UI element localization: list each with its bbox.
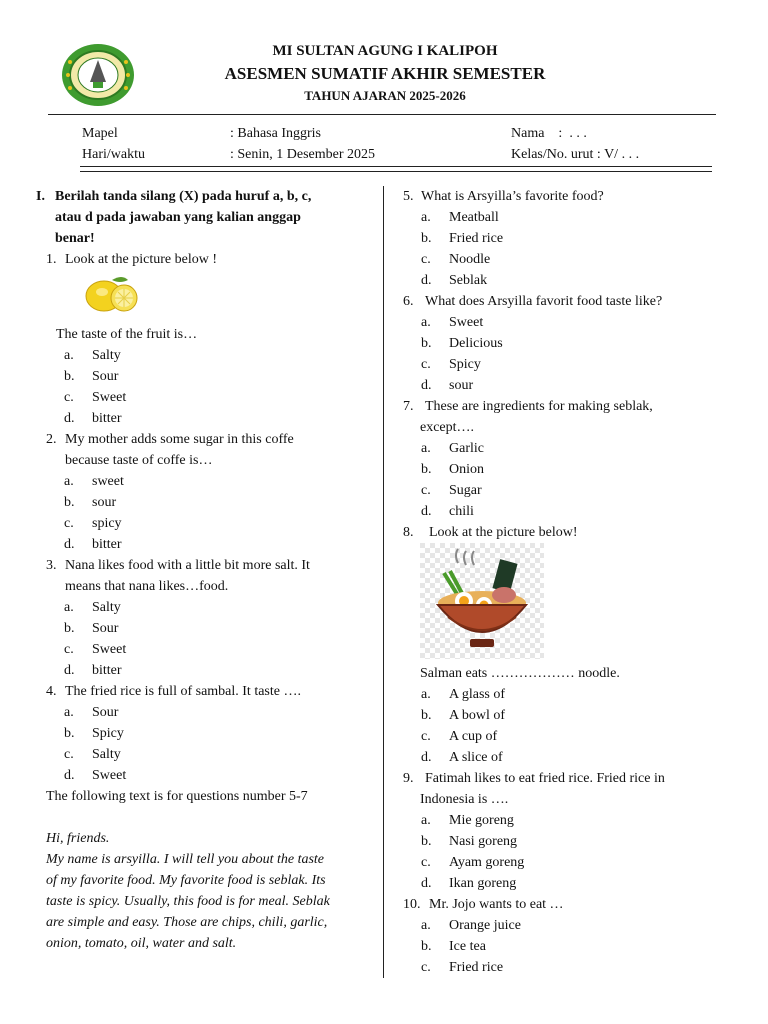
question-6	[403, 291, 753, 396]
option-letter: c.	[421, 729, 431, 744]
option-text: Delicious	[449, 336, 503, 351]
option-letter: b.	[64, 621, 75, 636]
question-text: Look at the picture below!	[429, 525, 578, 540]
question-5	[403, 186, 753, 291]
right-column	[403, 186, 753, 978]
option-letter: c.	[421, 357, 431, 372]
option-letter: d.	[64, 411, 75, 426]
option-letter: d.	[64, 663, 75, 678]
left-column	[36, 186, 376, 954]
option-letter: a.	[64, 474, 74, 489]
option-text: Sweet	[92, 642, 127, 657]
question-number: 5.	[403, 189, 414, 204]
question-text: Fatimah likes to eat fried rice. Fried rice in	[425, 771, 665, 786]
option-text: Sour	[92, 705, 119, 720]
option-text: Seblak	[449, 273, 488, 288]
question-number: 4.	[46, 684, 57, 699]
question-8	[403, 522, 753, 768]
option-text: Nasi goreng	[449, 834, 518, 849]
passage-line: taste is spicy. Usually, this food is for meal. Seblak	[46, 894, 330, 909]
option-letter: b.	[421, 336, 432, 351]
question-text: The fried rice is full of sambal. It taste ….	[65, 684, 301, 699]
option-text: Spicy	[449, 357, 481, 372]
option-letter: a.	[421, 918, 431, 933]
instruction-line: benar!	[55, 231, 95, 246]
question-text: What does Arsyilla favorit food taste like?	[425, 294, 663, 309]
option-text: bitter	[92, 663, 122, 678]
nama-field: Nama : . . .	[511, 126, 587, 141]
option-letter: d.	[421, 273, 432, 288]
option-text: Ice tea	[449, 939, 486, 954]
question-text: These are ingredients for making seblak,	[425, 399, 653, 414]
option-letter: b.	[421, 939, 432, 954]
noodle-bowl-image	[403, 543, 753, 663]
option-letter: d.	[421, 378, 432, 393]
question-text: Salman eats ……………… noodle.	[420, 666, 620, 681]
option-text: Sweet	[92, 390, 127, 405]
option-letter: b.	[64, 495, 75, 510]
question-4	[36, 681, 376, 786]
passage-intro: The following text is for questions number 5-7	[46, 789, 308, 804]
question-text: Indonesia is ….	[420, 792, 509, 807]
option-letter: c.	[421, 960, 431, 975]
option-letter: d.	[421, 504, 432, 519]
hari-label: Hari/waktu	[82, 147, 145, 162]
option-text: bitter	[92, 537, 122, 552]
option-letter: a.	[64, 705, 74, 720]
option-letter: d.	[421, 750, 432, 765]
option-text: Salty	[92, 348, 121, 363]
option-text: Fried rice	[449, 231, 504, 246]
question-text: My mother adds some sugar in this coffe	[65, 432, 294, 447]
question-number: 2.	[46, 432, 57, 447]
option-letter: c.	[64, 516, 74, 531]
option-text: Onion	[449, 462, 484, 477]
option-text: A glass of	[449, 687, 505, 702]
option-text: Sweet	[92, 768, 127, 783]
question-10	[403, 894, 753, 978]
option-text: Salty	[92, 600, 121, 615]
option-text: chili	[449, 504, 474, 519]
option-text: A cup of	[449, 729, 498, 744]
option-letter: d.	[421, 876, 432, 891]
option-text: Mie goreng	[449, 813, 514, 828]
option-text: Orange juice	[449, 918, 521, 933]
option-letter: a.	[421, 441, 431, 456]
option-letter: b.	[421, 834, 432, 849]
header-divider	[48, 114, 716, 115]
question-number: 9.	[403, 771, 414, 786]
passage-line: onion, tomato, oil, water and salt.	[46, 936, 237, 951]
question-2	[36, 429, 376, 555]
question-3	[36, 555, 376, 681]
question-text: Mr. Jojo wants to eat …	[429, 897, 564, 912]
passage-line: My name is arsyilla. I will tell you about the taste	[46, 852, 325, 867]
column-divider	[383, 186, 384, 978]
option-letter: c.	[421, 855, 431, 870]
school-logo	[60, 42, 136, 108]
question-text: Nana likes food with a little bit more salt. It	[65, 558, 310, 573]
option-text: Sugar	[449, 483, 482, 498]
question-number: 8.	[403, 525, 414, 540]
option-letter: a.	[64, 348, 74, 363]
option-letter: d.	[64, 768, 75, 783]
option-letter: b.	[64, 726, 75, 741]
question-number: 7.	[403, 399, 414, 414]
option-text: Ayam goreng	[449, 855, 525, 870]
option-letter: c.	[64, 747, 74, 762]
mapel-value: : Bahasa Inggris	[230, 126, 321, 141]
question-text: Look at the picture below !	[65, 252, 218, 267]
section-numeral: I.	[36, 189, 45, 204]
question-text: means that nana likes…food.	[65, 579, 229, 594]
option-text: Sour	[92, 369, 119, 384]
option-letter: a.	[421, 210, 431, 225]
exam-title: ASESMEN SUMATIF AKHIR SEMESTER	[224, 64, 546, 83]
question-9	[403, 768, 753, 894]
question-text: because taste of coffe is…	[65, 453, 213, 468]
option-text: Salty	[92, 747, 121, 762]
option-text: spicy	[92, 516, 122, 531]
passage-line: are simple and easy. Those are chips, chili, garlic,	[46, 915, 328, 930]
question-1	[36, 249, 376, 429]
question-number: 3.	[46, 558, 57, 573]
option-text: A slice of	[449, 750, 503, 765]
option-text: Noodle	[449, 252, 491, 267]
passage-line: of my favorite food. My favorite food is seblak. Its	[46, 873, 326, 888]
option-letter: c.	[64, 390, 74, 405]
reading-passage	[36, 786, 376, 954]
school-name: MI SULTAN AGUNG I KALIPOH	[272, 43, 498, 59]
option-letter: a.	[421, 687, 431, 702]
option-text: Sour	[92, 621, 119, 636]
option-text: sweet	[92, 474, 124, 489]
hari-value: : Senin, 1 Desember 2025	[230, 147, 376, 162]
option-text: bitter	[92, 411, 122, 426]
option-text: sour	[92, 495, 117, 510]
question-text: What is Arsyilla’s favorite food?	[421, 189, 604, 204]
option-letter: a.	[421, 813, 431, 828]
info-divider	[80, 166, 712, 172]
passage-line: Hi, friends.	[46, 831, 110, 846]
option-letter: b.	[421, 231, 432, 246]
option-letter: d.	[64, 537, 75, 552]
option-letter: a.	[421, 315, 431, 330]
option-letter: c.	[64, 642, 74, 657]
question-number: 1.	[46, 252, 57, 267]
question-number: 6.	[403, 294, 414, 309]
question-number: 10.	[403, 897, 421, 912]
question-7	[403, 396, 753, 522]
option-letter: b.	[64, 369, 75, 384]
option-text: Fried rice	[449, 960, 504, 975]
option-letter: c.	[421, 483, 431, 498]
option-text: Spicy	[92, 726, 124, 741]
academic-year: TAHUN AJARAN 2025-2026	[304, 88, 466, 103]
option-letter: b.	[421, 708, 432, 723]
question-text: The taste of the fruit is…	[56, 327, 198, 342]
instruction-line: Berilah tanda silang (X) pada huruf a, b, c,	[55, 189, 312, 204]
option-text: A bowl of	[449, 708, 505, 723]
kelas-field: Kelas/No. urut : V/ . . .	[511, 147, 640, 162]
option-letter: a.	[64, 600, 74, 615]
option-letter: c.	[421, 252, 431, 267]
question-text: except….	[420, 420, 475, 435]
lemon-image	[46, 270, 376, 324]
instruction-line: atau d pada jawaban yang kalian anggap	[55, 210, 301, 225]
option-text: Garlic	[449, 441, 484, 456]
section-instruction	[36, 186, 376, 249]
mapel-label: Mapel	[82, 126, 118, 141]
option-text: Sweet	[449, 315, 484, 330]
option-letter: b.	[421, 462, 432, 477]
option-text: Ikan goreng	[449, 876, 517, 891]
option-text: sour	[449, 378, 474, 393]
option-text: Meatball	[449, 210, 499, 225]
